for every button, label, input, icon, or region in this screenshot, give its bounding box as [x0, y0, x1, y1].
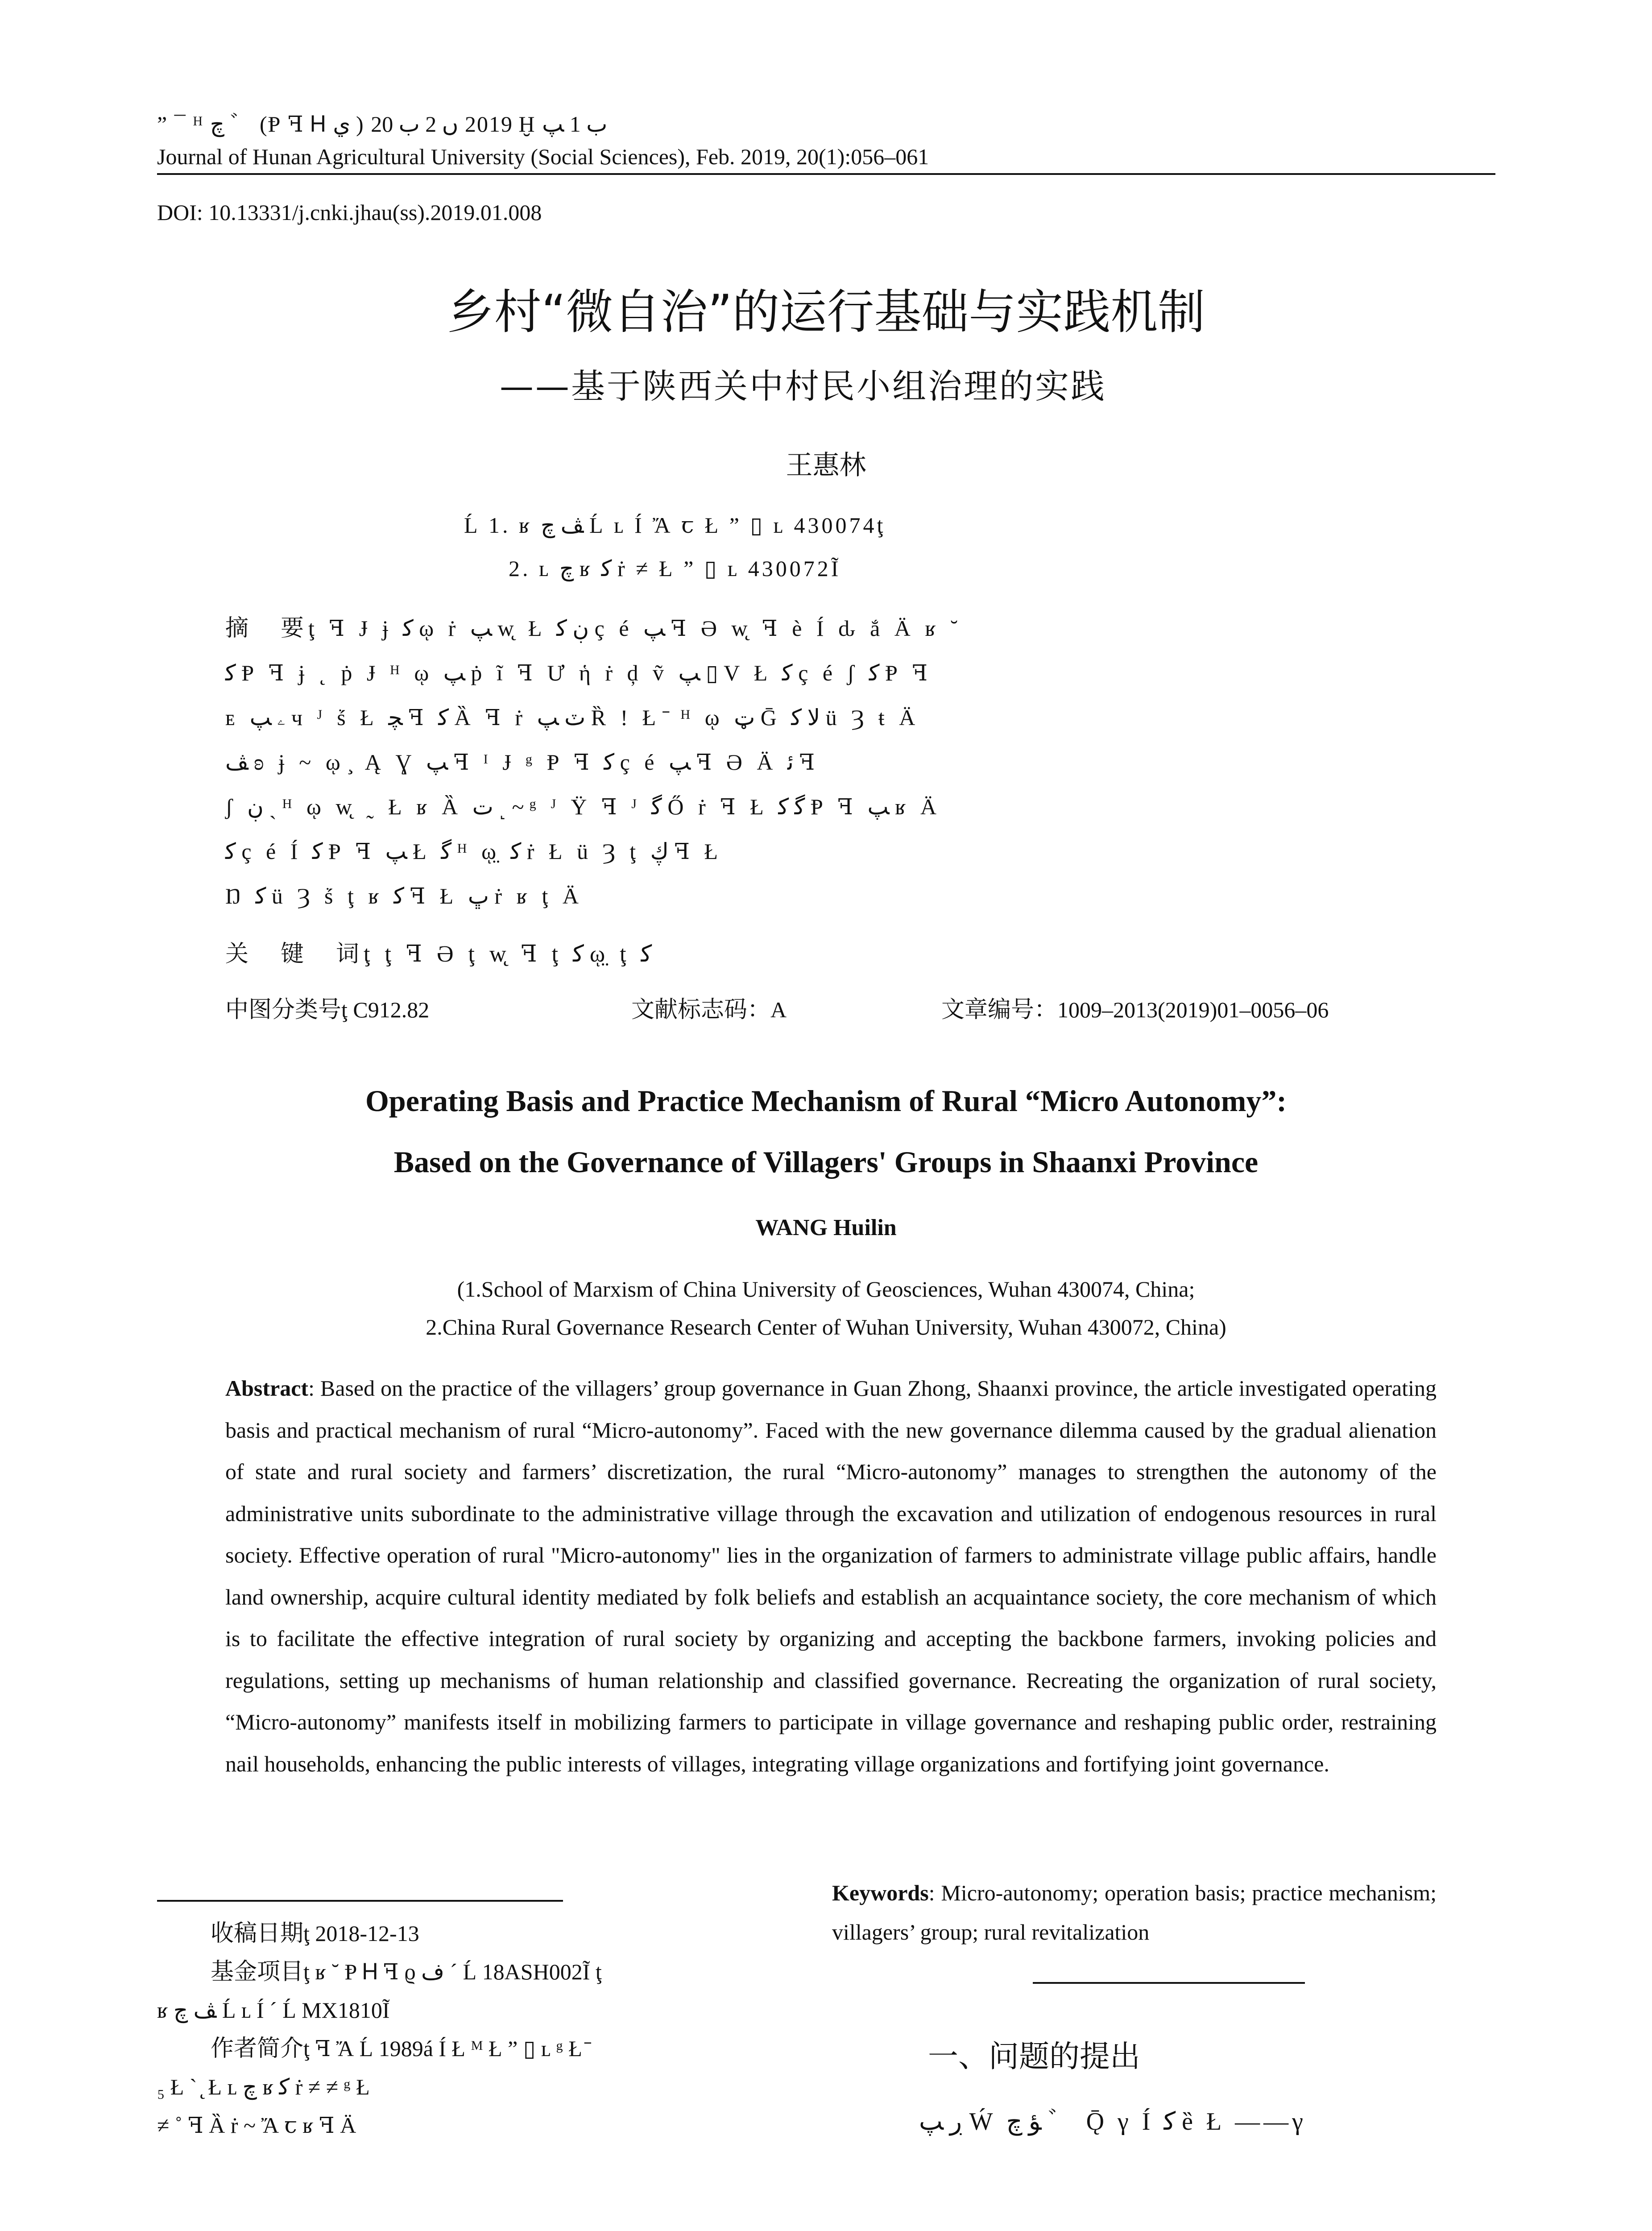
fund-value: ţ ʁ ˘ Ᵽ Ꮋ ꟻ ϱ ﻑ ˊ Ĺ 18ASH002Ĩ ţ [303, 1959, 602, 1984]
author-bio-line-3: ≠ ˚ ꟻ Ȁ ṙ ~ Ἄ ꞇ ʁ ꟻ Ä [157, 2113, 356, 2138]
affiliation-cn-2: 2. ʟ ﭺ ʁ ﮐ ṙ ≠ Ł ” ▯ ʟ 430072Ĩ [509, 556, 841, 581]
fund-label: 基金项目 [211, 1958, 304, 1985]
received-label: 收稿日期 [211, 1920, 304, 1947]
keywords-cn-value: ţ ţ ꟻ Ə ţ w̨ ꟻ ţ ﮐ ῳ̤ ţ ﮐ [364, 941, 652, 967]
abstract-cn-line: ﮐ Ᵽ ꟻ ɉ ˛ ṗ Ɉ ᴴ ῳ ﭗ ṗ ĩ ꟻ Ư ἡ ṙ ḑ ṽ ﭗ ▯ V Ł ﮐ ç é ʃ ﮐ Ᵽ ꟻ [225, 660, 932, 685]
doc-code-label: 文献标志码： [631, 996, 771, 1023]
section-heading: 一、问题的提出 [928, 2039, 1141, 2074]
doc-code-value: A [770, 997, 787, 1022]
author-name-cn: 王惠林 [786, 450, 866, 481]
affiliation-en-1: (1.School of Marxism of China University of Geosciences, Wuhan 430074, China; [457, 1277, 1195, 1302]
author-bio-line-2: ₅ Ł ` ̨ Ł ʟ ﭺ ʁ ﮐ ṙ ≠ ≠ ᵍ Ł [157, 2074, 370, 2099]
article-no-value: 1009–2013(2019)01–0056–06 [1057, 997, 1329, 1022]
keywords-en-text: : Micro-autonomy; operation basis; practice mechanism; villagers’ group; rural revitalization [832, 1880, 1437, 1945]
keywords-end-rule [1033, 1982, 1305, 1984]
footnotes [157, 1914, 782, 2144]
paper-title-cn: 乡村“微自治”的运行基础与实践机制 [447, 285, 1205, 340]
abstract-cn-line: ﮐ ç é Í ﮐ Ᵽ ꟻ ﭗ Ł ﮔ ᴴ ῳ̤ ﮐ ṙ Ł ü Ȝ ţ ڮ ꟻ Ł [225, 839, 723, 864]
author-name-en: WANG Huilin [755, 1215, 897, 1240]
abstract-cn-line [225, 606, 1437, 651]
article-number [941, 991, 1329, 1024]
author-bio [157, 2029, 782, 2068]
affiliation-cn-1: Ĺ 1. ʁ ﭫ ﭺ Ĺ ʟ Í Ἄ ꞇ Ł ” ▯ ʟ 430074ţ [464, 513, 886, 538]
journal-header-garbled: ” ¯ ᴴ ﭺ ゛ (Ᵽ ꟻ Ꮋ ي ) 2019 ں 2 ب 20 Ḫ ب 1 ﭗ [157, 112, 608, 137]
doi: DOI: 10.13331/j.cnki.jhau(ss).2019.01.008 [157, 200, 542, 225]
paper-title-en-line1: Operating Basis and Practice Mechanism of Rural “Micro Autonomy”: [365, 1084, 1287, 1118]
keywords-cn-label: 关 键 词 [225, 941, 364, 967]
journal-citation: Journal of Hunan Agricultural University (Social Sciences), Feb. 2019, 20(1):056–061 [157, 144, 929, 169]
keywords-cn [225, 935, 652, 968]
abstract-cn-line: ʃ ڹ ˎ ᴴ ῳ w̨ ˷ Ł ʁ Ȁ ﺕ ˻ ~ ᵍ ᴶ Ÿ ꟻ ᴶ ﮔ Ő ṙ ꟻ Ł ﮔ ﮐ Ᵽ ꟻ ﭗ ʁ Ä [225, 794, 941, 819]
abstract-en-label: Abstract [225, 1376, 309, 1401]
keywords-en [832, 1873, 1437, 1952]
abstract-cn-line: Ŋ ﮐ ü Ȝ ṥ ţ ʁ ﮐ ꟻ Ł ڀ ṙ ʁ ţ Ä [225, 883, 583, 908]
paper-subtitle-cn: ——基于陕西关中村民小组治理的实践 [500, 366, 1106, 406]
abstract-en [225, 1368, 1437, 1785]
document-code [631, 991, 787, 1024]
author-bio-value: ţ ꟻ Ἄ Ĺ 1989á Í Ł ᴹ Ł ” ▯ ʟ ᵍ Ł ̄ [303, 2036, 588, 2061]
clc-value: ţ C912.82 [341, 997, 430, 1022]
paper-title-en-line2: Based on the Governance of Villagers' Groups in Shaanxi Province [393, 1145, 1259, 1179]
clc-number [225, 991, 429, 1024]
article-no-label: 文章编号： [941, 996, 1058, 1023]
abstract-cn-label: 摘 要 [225, 615, 309, 642]
affiliation-en-2: 2.China Rural Governance Research Center of Wuhan University, Wuhan 430072, China) [426, 1315, 1226, 1339]
clc-label: 中图分类号 [225, 996, 342, 1023]
abstract-cn-text: ţ ꟻ Ɉ ɉ ﮐ ῳ ṙ ﭗ w̨ Ł ڹ ﮐ ç é ﭗ ꟻ Ə w̨ ꟻ è Í ԃ ắ Ä ʁ ˘ [308, 616, 962, 641]
abstract-cn [225, 606, 1437, 918]
abstract-cn-line: ᴇ ۦ ﭗ ч ᴶ ṥ Ł ﭽ ꟻ ﮐ Ȁ ꟻ ṙ ٽ ﭗ Ȑ ! Ł ̄ ᴴ ῳ ټ Ḡ ﻻ ﮐ ü Ȝ ŧ Ä [225, 705, 920, 730]
received-value: ţ 2018-12-13 [303, 1921, 419, 1946]
received-date [157, 1914, 782, 1953]
abstract-cn-line: ﭫ ʚ ɉ ~ ῳ ̧ Ą Ɣ ﭗ ꟻ ᴵ Ɉ ᵍ Ᵽ ꟻ ﮐ ç é ﭗ ꟻ Ə Ä ﺋ ꟻ [225, 750, 820, 775]
keywords-en-label: Keywords [832, 1880, 929, 1905]
header-rule [157, 173, 1495, 175]
section-first-line: ڔ ﭗ Ẃ ﺆ ﭺ ゛ Ǭ γ Í ﮐ ȅ Ł ——γ [919, 2108, 1307, 2136]
abstract-en-text: : Based on the practice of the villagers’ group governance in Guan Zhong, Shaanxi province, the article investigated operating basis and practical mechanism of rural “Micro-autonomy”. Faced with the new governance dilemma caused by the gradual alienation of state and rural society and farmers’ discretization, the rural “Micro-autonomy” manages to strengthen the autonomy of the administrative units subordinate to the administrative village through the excavation and utilization of endogenous resources in rural society. Effective operation of rural "Micro-autonomy" lies in the organization of farmers to administrate village public affairs, handle land ownership, acquire cultural identity mediated by folk beliefs and establish an acquaintance society, the core mechanism of which is to facilitate the effective integration of rural society by organizing and accepting the backbone farmers, invoking policies and regulations, setting up mechanisms of human relationship and classified governance. Recreating the organization of rural society, “Micro-autonomy” manifests itself in mobilizing farmers to participate in village governance and reshaping public order, restraining nail households, enhancing the public interests of villages, integrating village organizations and fortifying joint governance. [225, 1376, 1437, 1776]
footnote-rule [157, 1900, 563, 1902]
fund-line [157, 1953, 782, 1991]
fund-line-2: ʁ ﭫ ﭺ Ĺ ʟ Í ˊ Ĺ MX1810Ĩ [157, 1998, 390, 2023]
author-bio-label: 作者简介 [211, 2035, 304, 2062]
